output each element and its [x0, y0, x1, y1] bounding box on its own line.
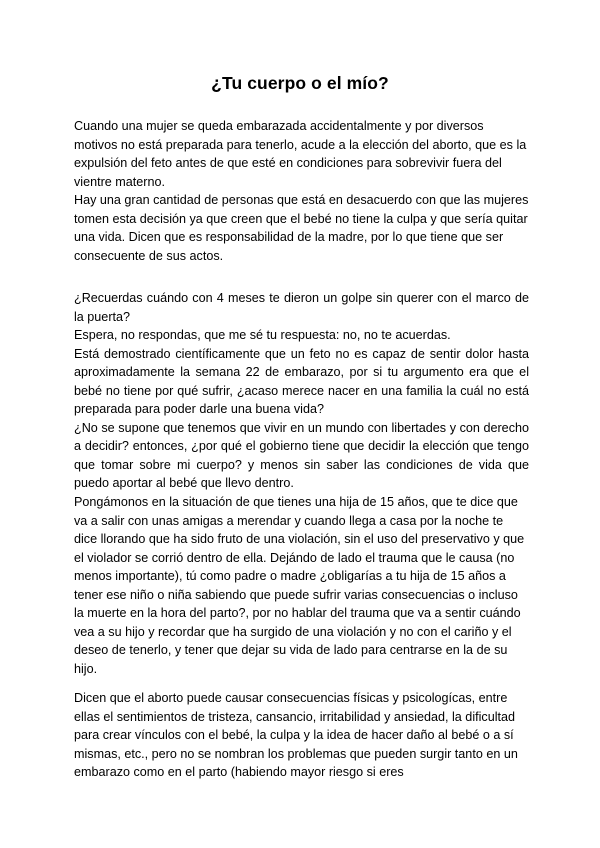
section-arguments: [74, 289, 529, 493]
section-intro: [74, 117, 529, 265]
section-consequences: [74, 689, 529, 782]
paragraph: ¿No se supone que tenemos que vivir en un mundo con libertades y con derecho a decidir? entonces, ¿por qué el gobierno tiene que decidir la elección que tengo que tomar sobre mi cuerpo? y menos sin saber las condiciones de vida que puedo aportar al bebé que llevo dentro.: [74, 420, 529, 490]
paragraph: ¿Recuerdas cuándo con 4 meses te dieron un golpe sin querer con el marco de la puerta?: [74, 291, 529, 324]
paragraph: Dicen que el aborto puede causar consecuencias físicas y psicologícas, entre ellas el sentimientos de tristeza, cansancio, irritabilidad y ansiedad, la dificultad para crear vínculos con el bebé, la culpa y la idea de hacer daño al bebé o a sí mismas, etc., pero no se nombran los problemas que pueden surgir tanto en un embarazo como en el parto (habiendo mayor riesgo si eres: [74, 691, 518, 779]
paragraph: Hay una gran cantidad de personas que está en desacuerdo con que las mujeres tomen esta decisión ya que creen que el bebé no tiene la culpa y que sería quitar una vida. Dicen que es responsabilidad de la madre, por lo que tiene que ser consecuente de sus actos.: [74, 193, 529, 263]
section-scenario: [74, 493, 529, 678]
paragraph: Pongámonos en la situación de que tienes una hija de 15 años, que te dice que va a salir con unas amigas a merendar y cuando llega a casa por la noche te dice llorando que ha sido fruto de una violación, sin el uso del preservativo y que el violador se corrió dentro de ella. Dejándo de lado el trauma que le causa (no menos importante), tú como padre o madre ¿obligarías a tu hija de 15 años a tener ese niño o niña sabiendo que puede sufrir varias consecuencias o incluso la muerte en la hora del parto?, por no hablar del trauma que va a sentir cuándo vea a su hijo y recordar que ha surgido de una violación y no con el cariño y el deseo de tenerlo, y tener que dejar su vida de lado para centrarse en la de su hijo.: [74, 495, 525, 676]
paragraph: Está demostrado científicamente que un feto no es capaz de sentir dolor hasta aproximadamente la semana 22 de embarazo, por si tu argumento era que el bebé no tiene por qué sufrir, ¿acaso merece nacer en una familia la cuál no está preparada para poder darle una buena vida?: [74, 346, 529, 416]
paragraph: Cuando una mujer se queda embarazada accidentalmente y por diversos motivos no está preparada para tenerlo, acude a la elección del aborto, que es la expulsión del feto antes de que esté en condiciones para sobrevivir fuera del vientre materno.: [74, 119, 527, 189]
paragraph: Espera, no respondas, que me sé tu respuesta: no, no te acuerdas.: [74, 328, 451, 342]
page-title: ¿Tu cuerpo o el mío?: [211, 73, 389, 93]
